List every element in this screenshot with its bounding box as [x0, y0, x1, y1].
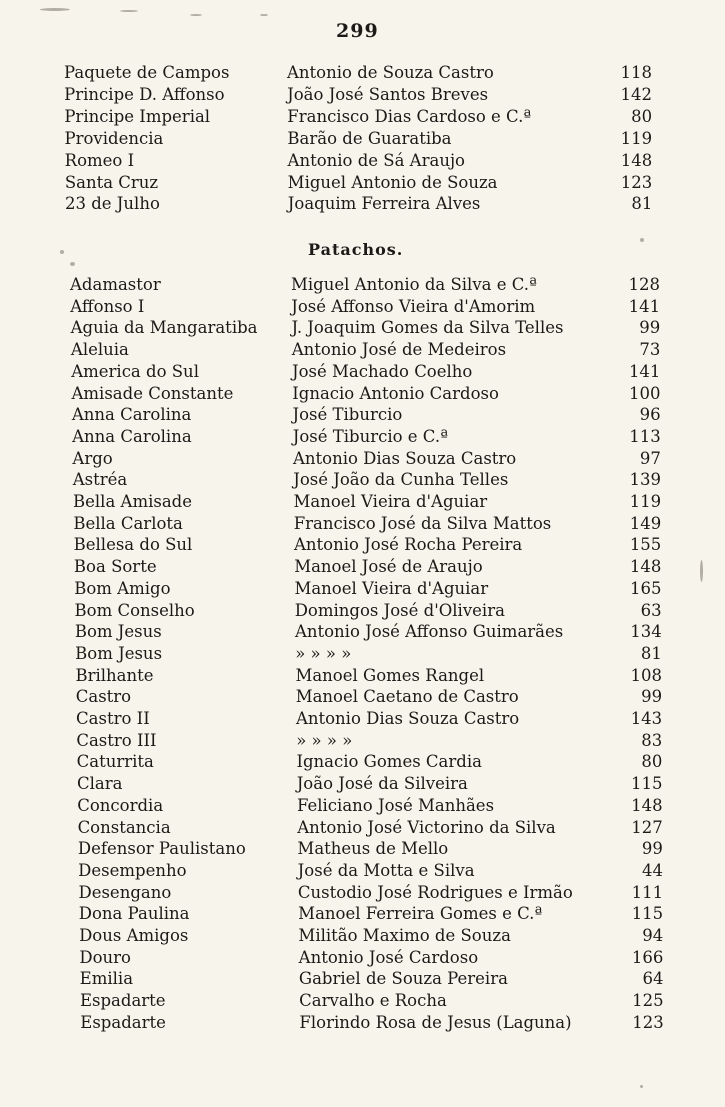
vessel-name: Paquete de Campos — [64, 63, 230, 82]
print-speck — [120, 10, 138, 12]
ledger-row — [0, 317, 725, 339]
print-speck — [70, 262, 75, 266]
owner-name: Antonio Dias Souza Castro — [295, 709, 520, 728]
owner-name: Manoel Vieira d'Aguiar — [293, 492, 488, 511]
ledger-row — [0, 708, 725, 730]
ledger-row — [0, 426, 725, 448]
tonnage: 99 — [639, 318, 661, 338]
tonnage: 63 — [640, 600, 662, 620]
ledger-row — [0, 643, 725, 665]
owner-name: Antonio José de Medeiros — [291, 340, 507, 360]
vessel-name: Aguia da Mangaratiba — [70, 318, 258, 338]
owner-name: Gabriel de Souza Pereira — [298, 969, 508, 989]
owner-name: Francisco Dias Cardoso e C.ª — [287, 106, 532, 126]
ledger-row — [0, 925, 725, 947]
tonnage: 113 — [629, 426, 661, 446]
owner-name: Antonio de Sá Araujo — [287, 150, 465, 170]
vessel-name: Anna Carolina — [72, 426, 192, 446]
owner-name: Manoel Caetano de Castro — [295, 687, 519, 707]
tonnage: 155 — [629, 535, 662, 555]
vessel-name: Espadarte — [79, 991, 166, 1011]
owner-name: Antonio Dias Souza Castro — [292, 448, 517, 468]
owner-name: Matheus de Mello — [297, 839, 449, 859]
owner-name: Joaquim Ferreira Alves — [287, 194, 481, 214]
owner-name: João José da Silveira — [296, 774, 468, 794]
tonnage: 115 — [631, 774, 663, 794]
print-speck — [40, 8, 70, 11]
tonnage: 83 — [641, 730, 663, 750]
tonnage: 119 — [629, 492, 662, 511]
tonnage: 148 — [620, 150, 653, 170]
vessel-name: Castro III — [76, 730, 157, 750]
print-speck — [640, 238, 644, 242]
ledger-row — [0, 751, 725, 773]
owner-name: Antonio José Rocha Pereira — [293, 535, 523, 555]
vessel-name: Bom Jesus — [75, 643, 163, 663]
owner-name: Manoel Gomes Rangel — [295, 665, 485, 685]
tonnage: 148 — [629, 557, 662, 577]
ledger-row — [0, 491, 725, 513]
ledger-row — [0, 838, 725, 860]
owner-name: Antonio de Souza Castro — [287, 63, 494, 82]
ledger-row — [0, 172, 725, 194]
vessel-name: Brilhante — [75, 665, 154, 685]
tonnage: 134 — [630, 622, 662, 642]
ledger-row — [0, 621, 725, 643]
vessel-name: Astréa — [72, 470, 128, 490]
ledger-row — [0, 578, 725, 600]
ledger-row — [0, 84, 725, 106]
tonnage: 141 — [628, 361, 661, 381]
tonnage: 64 — [642, 969, 664, 989]
vessel-name: Romeo I — [64, 150, 135, 170]
owner-name: José Affonso Vieira d'Amorim — [291, 296, 536, 316]
section-heading: Patachos. — [308, 240, 404, 259]
vessel-name: Anna Carolina — [71, 405, 192, 425]
tonnage: 99 — [641, 839, 663, 859]
vessel-name: Principe Imperial — [64, 106, 211, 126]
tonnage: 127 — [631, 817, 663, 837]
tonnage: 80 — [631, 106, 653, 126]
print-speck — [190, 14, 202, 16]
vessel-name: Principe D. Affonso — [64, 84, 225, 104]
owner-name: Manoel Vieira d'Aguiar — [294, 578, 489, 598]
tonnage: 96 — [639, 405, 661, 425]
owner-name: Ignacio Gomes Cardia — [296, 752, 482, 772]
ledger-row — [0, 193, 725, 215]
tonnage: 119 — [620, 128, 653, 148]
vessel-name: Caturrita — [76, 752, 154, 772]
vessel-name: Santa Cruz — [64, 172, 159, 192]
owner-name: Antonio José Cardoso — [298, 947, 479, 967]
ledger-row — [0, 513, 725, 535]
ledger-row — [0, 795, 725, 817]
owner-name: José Tiburcio — [292, 405, 403, 425]
vessel-name: Bom Amigo — [74, 578, 171, 598]
vessel-name: Concordia — [77, 795, 164, 815]
ledger-row — [0, 665, 725, 687]
tonnage: 123 — [620, 172, 653, 192]
ledger-row — [0, 339, 725, 361]
owner-name: » » » » — [295, 643, 352, 663]
owner-name: Carvalho e Rocha — [299, 991, 447, 1011]
ledger-row — [0, 296, 725, 318]
vessel-name: Adamastor — [70, 275, 161, 294]
ledger-row — [0, 990, 725, 1012]
vessel-name: Desempenho — [78, 860, 187, 880]
owner-name: Feliciano José Manhães — [296, 795, 495, 815]
vessel-name: Castro — [75, 687, 132, 707]
tonnage: 149 — [629, 513, 662, 533]
vessel-name: America do Sul — [71, 361, 199, 381]
owner-name: João José Santos Breves — [287, 84, 489, 104]
owner-name: Militão Maximo de Souza — [298, 926, 511, 945]
owner-name: Barão de Guaratiba — [287, 128, 452, 148]
vessel-name: Bella Amisade — [73, 492, 193, 511]
owner-name: José Machado Coelho — [291, 361, 473, 381]
ledger-row — [0, 361, 725, 383]
tonnage: 81 — [640, 643, 662, 663]
ledger-row — [0, 469, 725, 491]
owner-name: J. Joaquim Gomes da Silva Telles — [291, 318, 564, 338]
tonnage: 165 — [630, 578, 662, 598]
vessel-name: Clara — [76, 774, 123, 794]
vessel-name: Amisade Constante — [71, 383, 234, 403]
ledger-row — [0, 686, 725, 708]
tonnage: 115 — [631, 904, 664, 924]
tonnage: 100 — [629, 383, 661, 403]
ledger-row — [0, 106, 725, 128]
owner-name: José João da Cunha Telles — [293, 470, 509, 490]
owner-name: José Tiburcio e C.ª — [292, 426, 448, 446]
vessel-name: Bom Jesus — [74, 622, 162, 642]
ledger-row — [0, 817, 725, 839]
vessel-name: Boa Sorte — [73, 557, 157, 577]
ledger-row — [0, 150, 725, 172]
owner-name: José da Motta e Silva — [297, 860, 475, 880]
vessel-name: Castro II — [76, 709, 150, 728]
vessel-name: Bella Carlota — [73, 513, 183, 533]
vessel-name: Desengano — [78, 882, 172, 902]
ledger-row — [0, 730, 725, 752]
owner-name: Domingos José d'Oliveira — [294, 600, 505, 620]
page-number: 299 — [336, 20, 379, 42]
owner-name: Francisco José da Silva Mattos — [293, 513, 552, 533]
ledger-row — [0, 860, 725, 882]
ledger-row — [0, 1012, 725, 1034]
vessel-name: Providencia — [64, 128, 164, 148]
tonnage: 118 — [620, 63, 652, 82]
vessel-name: 23 de Julho — [64, 194, 160, 214]
tonnage: 125 — [632, 991, 664, 1011]
ledger-row — [0, 274, 725, 296]
ledger-row — [0, 448, 725, 470]
tonnage: 44 — [641, 860, 663, 880]
vessel-name: Douro — [79, 947, 131, 967]
vessel-name: Constancia — [77, 817, 171, 837]
tonnage: 80 — [641, 752, 663, 772]
vessel-name: Dous Amigos — [79, 926, 189, 945]
ledger-row — [0, 947, 725, 969]
tonnage: 97 — [639, 448, 661, 468]
tonnage: 141 — [628, 296, 661, 316]
vessel-name: Argo — [72, 448, 113, 468]
tonnage: 108 — [630, 665, 662, 685]
vessel-name: Bellesa do Sul — [73, 535, 193, 555]
ledger-row — [0, 600, 725, 622]
print-speck — [640, 1085, 643, 1088]
tonnage: 81 — [631, 194, 653, 214]
tonnage: 94 — [642, 926, 664, 945]
vessel-name: Affonso I — [70, 296, 145, 316]
vessel-name: Bom Conselho — [74, 600, 195, 620]
ledger-row — [0, 128, 725, 150]
ledger-row — [0, 62, 725, 84]
tonnage: 128 — [628, 275, 660, 294]
print-speck — [60, 250, 64, 254]
owner-name: Florindo Rosa de Jesus (Laguna) — [299, 1012, 572, 1032]
vessel-name: Defensor Paulistano — [77, 839, 246, 859]
tonnage: 111 — [631, 882, 664, 902]
owner-name: Miguel Antonio de Souza — [287, 172, 498, 192]
print-speck — [260, 14, 268, 16]
owner-name: Antonio José Victorino da Silva — [297, 817, 556, 837]
tonnage: 166 — [631, 947, 664, 967]
tonnage: 148 — [631, 795, 663, 815]
owner-name: » » » » — [296, 730, 353, 750]
ledger-row — [0, 556, 725, 578]
tonnage: 139 — [629, 470, 661, 490]
tonnage: 99 — [641, 687, 663, 707]
vessel-name: Espadarte — [80, 1012, 166, 1032]
print-speck — [700, 560, 703, 582]
owner-name: Antonio José Affonso Guimarães — [294, 622, 564, 642]
ledger-row — [0, 534, 725, 556]
ledger-row — [0, 882, 725, 904]
vessel-name: Emilia — [79, 969, 134, 989]
tonnage: 123 — [632, 1012, 664, 1032]
ledger-row — [0, 773, 725, 795]
owner-name: Ignacio Antonio Cardoso — [292, 383, 499, 403]
ledger-row — [0, 903, 725, 925]
owner-name: Manoel José de Araujo — [294, 557, 483, 577]
ledger-row — [0, 404, 725, 426]
tonnage: 142 — [620, 84, 653, 104]
tonnage: 73 — [639, 340, 661, 360]
vessel-name: Dona Paulina — [78, 904, 190, 924]
vessel-name: Aleluia — [70, 340, 129, 360]
ledger-row — [0, 968, 725, 990]
owner-name: Manoel Ferreira Gomes e C.ª — [298, 904, 543, 924]
tonnage: 143 — [630, 709, 663, 728]
owner-name: Miguel Antonio da Silva e C.ª — [291, 275, 537, 294]
owner-name: Custodio José Rodrigues e Irmão — [297, 882, 573, 902]
ledger-row — [0, 383, 725, 405]
